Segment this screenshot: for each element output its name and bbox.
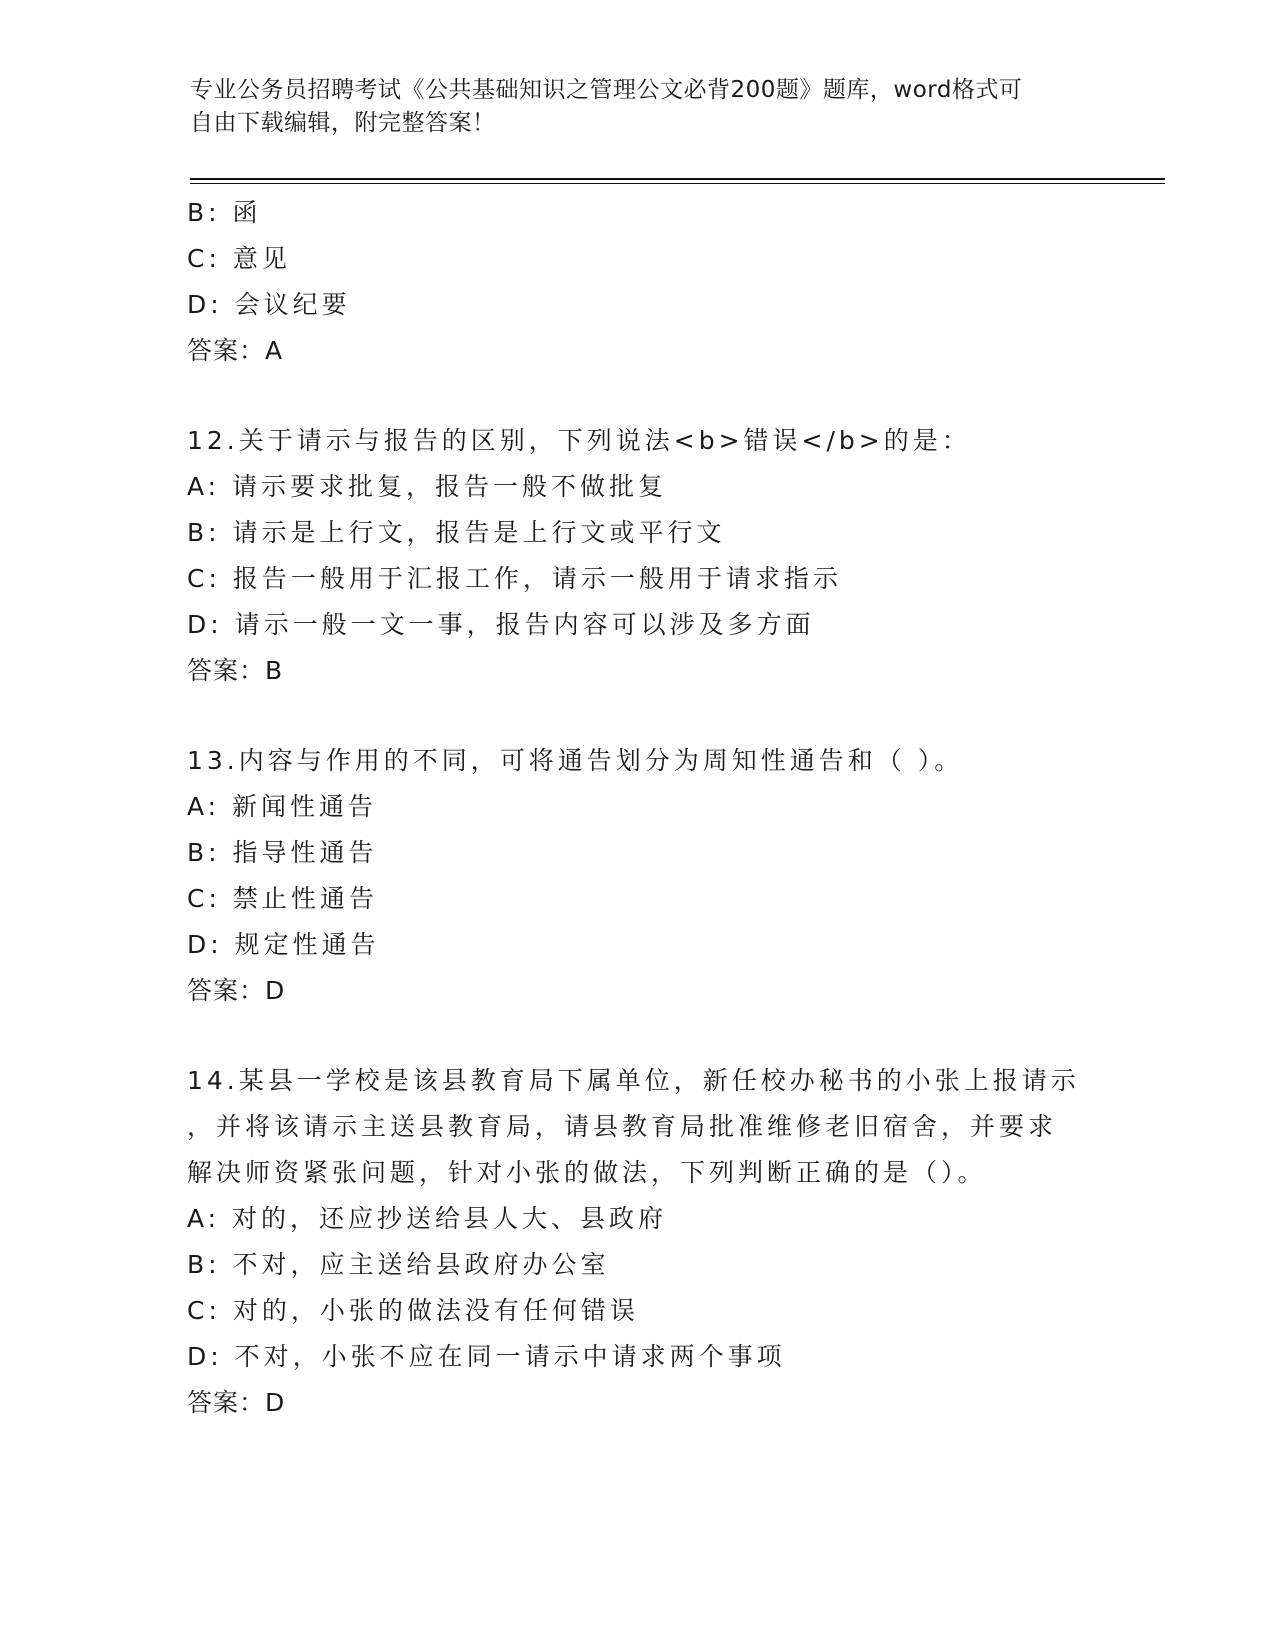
option-b: B: 函 [187,198,262,227]
header-line-1: 专业公务员招聘考试《公共基础知识之管理公文必背200题》题库，word格式可 [190,77,1023,103]
answer-line: 答案：B [187,656,284,685]
question-stem-line-1: 14.某县一学校是该县教育局下属单位，新任校办秘书的小张上报请示 [187,1066,1080,1095]
option-c: C: 禁止性通告 [187,884,378,913]
option-b: B: 指导性通告 [187,838,378,867]
option-c: C: 报告一般用于汇报工作，请示一般用于请求指示 [187,564,842,593]
answer-line: 答案：D [187,1388,286,1417]
header-line-2: 自由下载编辑，附完整答案！ [190,110,496,136]
question-previous [187,190,1087,374]
option-d: D: 会议纪要 [187,290,351,319]
question-13 [187,738,1087,1014]
question-stem-line-3: 解决师资紧张问题，针对小张的做法，下列判断正确的是（）。 [187,1158,987,1187]
option-c: C: 对的，小张的做法没有任何错误 [187,1296,639,1325]
answer-line: 答案：A [187,336,284,365]
question-list [187,190,1087,1426]
option-d: D: 规定性通告 [187,930,380,959]
option-b: B: 不对，应主送给县政府办公室 [187,1250,610,1279]
option-a: A: 请示要求批复，报告一般不做批复 [187,472,668,501]
question-stem: 12.关于请示与报告的区别，下列说法<b>错误</b>的是： [187,426,971,455]
option-b: B: 请示是上行文，报告是上行文或平行文 [187,518,726,547]
option-d: D: 请示一般一文一事，报告内容可以涉及多方面 [187,610,815,639]
document-header [190,74,1070,140]
option-d: D: 不对，小张不应在同一请示中请求两个事项 [187,1342,786,1371]
question-stem: 13.内容与作用的不同，可将通告划分为周知性通告和（ ）。 [187,746,964,775]
header-rule-thick [190,178,1165,180]
question-14 [187,1058,1087,1426]
option-c: C: 意见 [187,244,291,273]
question-stem-line-2: ，并将该请示主送县教育局，请县教育局批准维修老旧宿舍，并要求 [187,1112,1058,1141]
question-12 [187,418,1087,694]
answer-line: 答案：D [187,976,286,1005]
option-a: A: 对的，还应抄送给县人大、县政府 [187,1204,668,1233]
option-a: A: 新闻性通告 [187,792,378,821]
header-rule-thin [190,183,1165,184]
